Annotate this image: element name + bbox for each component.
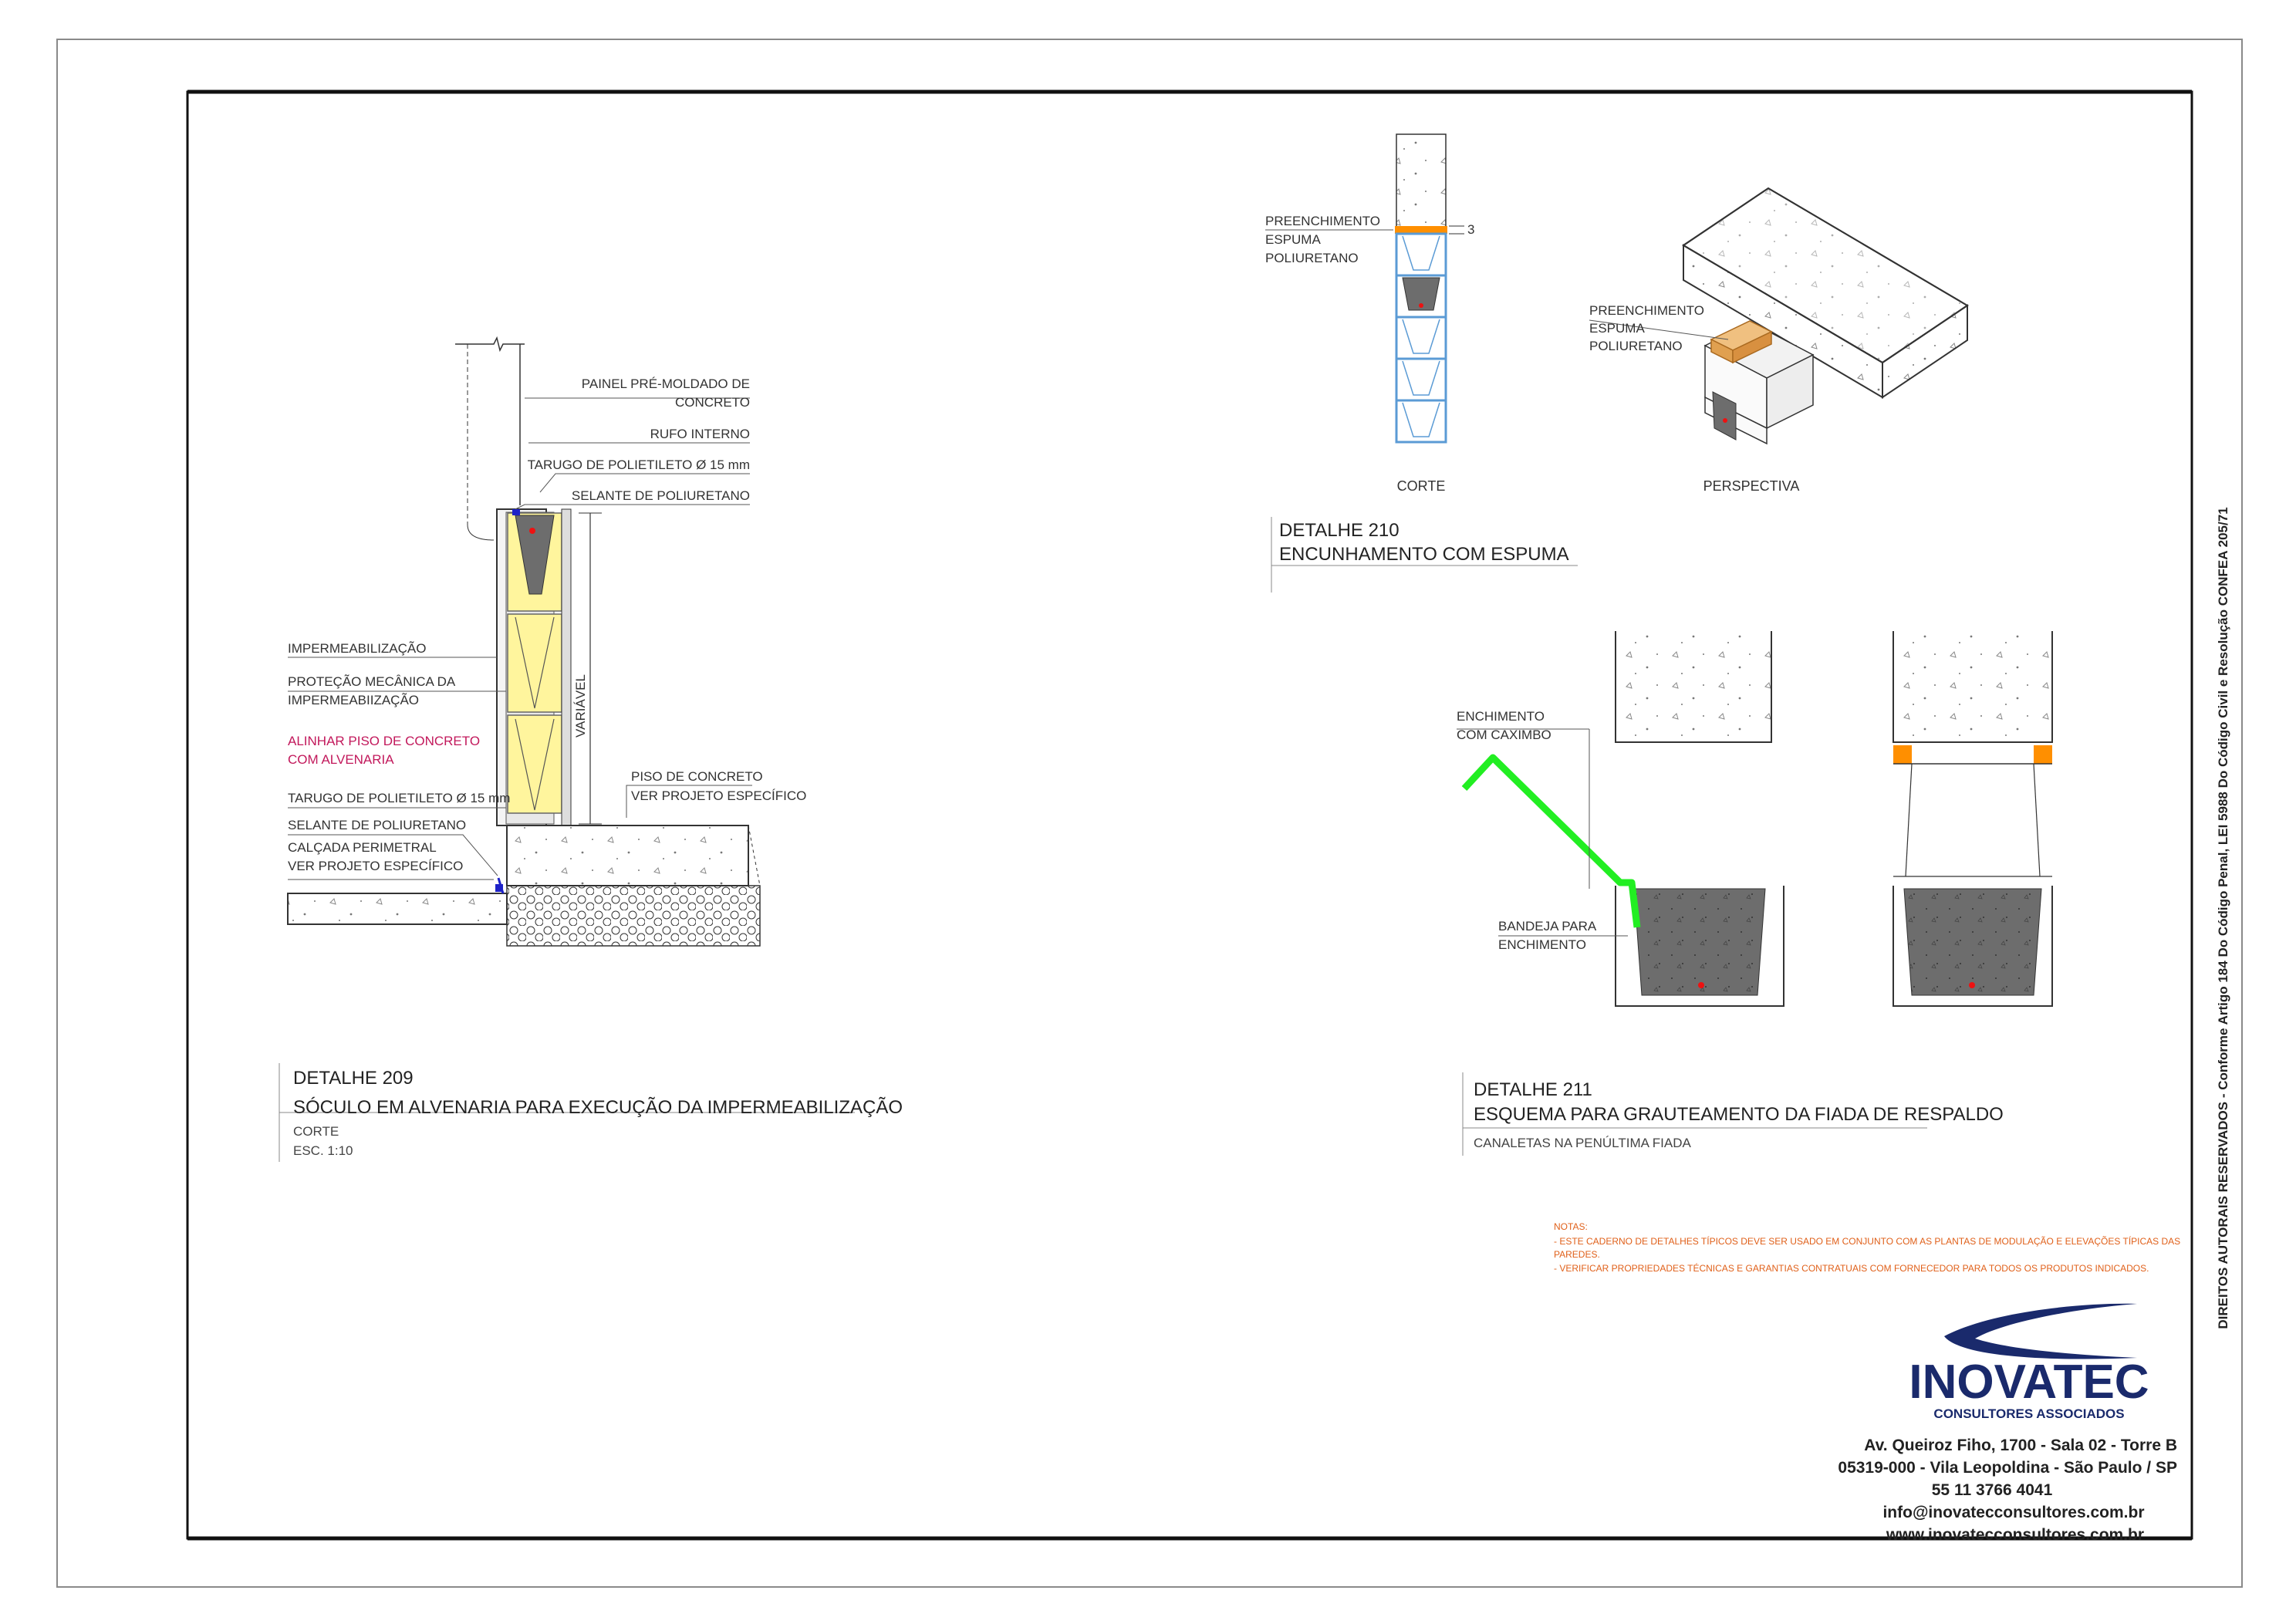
label-alinhar-2: COM ALVENARIA <box>288 752 394 767</box>
logo-name: INOVATEC <box>1909 1356 2149 1409</box>
detail-209-subtitle-scale: ESC. 1:10 <box>293 1143 353 1158</box>
notes-line-3: - VERIFICAR PROPRIEDADES TÉCNICAS E GARANTIAS CONTRATUAIS COM FORNECEDOR PARA TODOS OS PRODUTOS INDICADOS. <box>1554 1263 2149 1274</box>
notes-line-1: - ESTE CADERNO DE DETALHES TÍPICOS DEVE SER USADO EM CONJUNTO COM AS PLANTAS DE MODULAÇÃO E ELEVAÇÕES TÍPICAS DAS <box>1554 1236 2181 1247</box>
label-persp-espuma: ESPUMA <box>1589 321 1645 336</box>
detail-211-labels <box>1457 709 1597 952</box>
company-phone: 55 11 3766 4041 <box>1931 1481 2053 1499</box>
detail-211-number: DETALHE 211 <box>1474 1079 1592 1100</box>
detail-210-title-block <box>1271 517 1578 593</box>
label-selante-top: SELANTE DE POLIURETANO <box>571 488 750 503</box>
label-painel-1: PAINEL PRÉ-MOLDADO DE <box>581 376 750 391</box>
notes-line-2: PAREDES. <box>1554 1249 1600 1260</box>
label-corte-poliuretano: POLIURETANO <box>1265 251 1359 265</box>
notes-block <box>1554 1221 2180 1274</box>
dimension-3: 3 <box>1467 222 1475 237</box>
logo-swoosh <box>1944 1304 2137 1359</box>
label-protecao-1: PROTEÇÃO MECÂNICA DA <box>288 674 456 689</box>
company-logo <box>1909 1304 2149 1421</box>
label-calcada-1: CALÇADA PERIMETRAL <box>288 840 437 855</box>
caption-corte: CORTE <box>1396 478 1446 494</box>
label-bandeja-enchimento: ENCHIMENTO <box>1498 937 1586 952</box>
label-persp-poliuretano: POLIURETANO <box>1589 339 1683 353</box>
company-website: www.inovatecconsultores.com.br <box>1886 1526 2145 1544</box>
copyright-notice: DIREITOS AUTORAIS RESERVADOS - Conforme Artigo 184 Do Código Penal, LEI 5988 Do Código Civil e Resolução CONFEA 205/71 <box>2216 507 2230 1329</box>
label-selante-bottom: SELANTE DE POLIURETANO <box>288 818 467 832</box>
dimension-variavel: VARIÁVEL <box>573 674 588 738</box>
label-com-caximbo: COM CAXIMBO <box>1457 728 1551 742</box>
detail-209-title-block <box>279 1063 903 1162</box>
label-corte-espuma: ESPUMA <box>1265 232 1321 247</box>
notes-heading: NOTAS: <box>1554 1221 1588 1232</box>
label-bandeja: BANDEJA PARA <box>1498 919 1597 934</box>
company-email: info@inovatecconsultores.com.br <box>1882 1504 2145 1521</box>
label-persp-preenchimento: PREENCHIMENTO <box>1589 303 1704 318</box>
label-calcada-2: VER PROJETO ESPECÍFICO <box>288 859 464 873</box>
detail-210-corte-drawing <box>1265 134 1464 442</box>
label-piso-2: VER PROJETO ESPECÍFICO <box>631 788 807 803</box>
address-line-1: Av. Queiroz Fiho, 1700 - Sala 02 - Torre B <box>1864 1437 2177 1454</box>
detail-209-subtitle-corte: CORTE <box>293 1124 339 1139</box>
label-rufo: RUFO INTERNO <box>650 427 750 441</box>
detail-211-subtitle: CANALETAS NA PENÚLTIMA FIADA <box>1474 1136 1691 1150</box>
label-painel-2: CONCRETO <box>675 395 750 410</box>
detail-209-title: SÓCULO EM ALVENARIA PARA EXECUÇÃO DA IMPERMEABILIZAÇÃO <box>293 1097 903 1118</box>
label-enchimento: ENCHIMENTO <box>1457 709 1545 724</box>
address-line-2: 05319-000 - Vila Leopoldina - São Paulo / SP <box>1838 1459 2177 1477</box>
label-alinhar-1: ALINHAR PISO DE CONCRETO <box>288 734 481 748</box>
company-address <box>1838 1437 2177 1544</box>
detail-210-number: DETALHE 210 <box>1279 520 1400 541</box>
label-corte-preenchimento: PREENCHIMENTO <box>1265 214 1380 228</box>
label-tarugo-bottom: TARUGO DE POLIETILETO Ø 15 mm <box>288 791 511 805</box>
detail-210-title: ENCUNHAMENTO COM ESPUMA <box>1279 544 1569 565</box>
logo-tagline: CONSULTORES ASSOCIADOS <box>1933 1406 2125 1421</box>
detail-209-number: DETALHE 209 <box>293 1068 414 1089</box>
label-piso-1: PISO DE CONCRETO <box>631 769 763 784</box>
label-impermeabilizacao: IMPERMEABILIZAÇÃO <box>288 641 427 656</box>
label-tarugo-top: TARUGO DE POLIETILETO Ø 15 mm <box>527 457 750 472</box>
detail-211-title: ESQUEMA PARA GRAUTEAMENTO DA FIADA DE RESPALDO <box>1474 1104 2004 1125</box>
label-protecao-2: IMPERMEABIIZAÇÃO <box>288 693 420 707</box>
detail-211-title-block <box>1463 1072 2004 1156</box>
caption-perspectiva: PERSPECTIVA <box>1703 478 1800 494</box>
